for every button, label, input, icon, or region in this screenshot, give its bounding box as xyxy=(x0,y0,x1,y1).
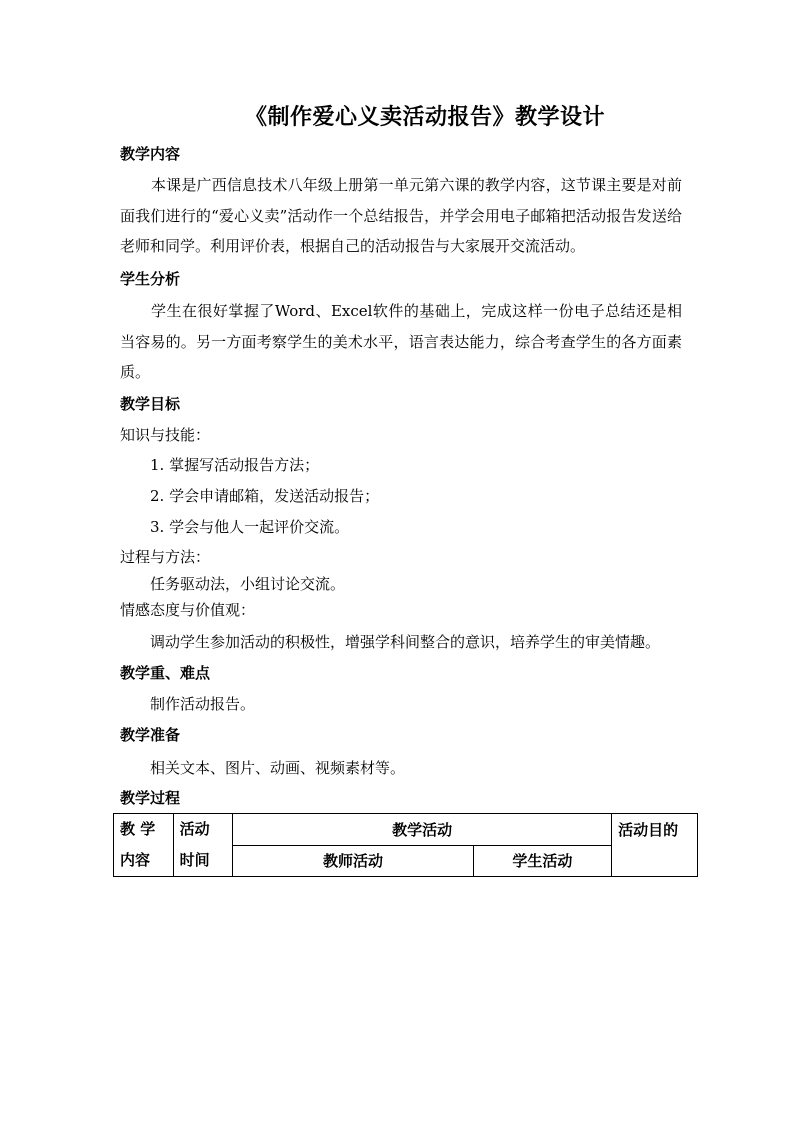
heading-key-points: 教学重、难点 xyxy=(120,664,211,682)
label-process-method: 过程与方法： xyxy=(120,548,211,566)
paragraph-teaching-content: 本课是广西信息技术八年级上册第一单元第六课的教学内容，这节课主要是对前面我们进行的“爱心义卖”活动作一个总结报告，并学会用电子邮箱把活动报告发送给老师和同学。利用评价表，根据自己的活动报告与大家展开交流活动。 xyxy=(120,176,682,255)
paragraph-student-analysis: 学生在很好掌握了Word、Excel软件的基础上，完成这样一份电子总结还是相当容易的。另一方面考察学生的美术水平，语言表达能力，综合考查学生的各方面素质。 xyxy=(120,302,682,381)
table-header-activity: 教学活动 xyxy=(233,814,612,846)
label-knowledge-skills: 知识与技能： xyxy=(120,426,211,444)
list-item-goal-1: 1. 掌握写活动报告方法； xyxy=(150,456,320,474)
table-header-student: 学生活动 xyxy=(473,845,611,877)
text-process-method: 任务驱动法，小组讨论交流。 xyxy=(150,575,346,593)
heading-teaching-content: 教学内容 xyxy=(120,145,181,163)
table-header-time: 活动 时间 xyxy=(173,814,233,877)
heading-teaching-preparation: 教学准备 xyxy=(120,726,181,744)
table-header-row-1 xyxy=(114,814,698,846)
heading-teaching-goals: 教学目标 xyxy=(120,395,181,413)
label-attitude-values: 情感态度与价值观： xyxy=(120,601,256,619)
document-title: 《制作爱心义卖活动报告》教学设计 xyxy=(244,104,605,130)
teaching-process-table xyxy=(113,813,698,877)
table-header-content: 教 学 内容 xyxy=(114,814,174,877)
table-header-teacher: 教师活动 xyxy=(233,845,473,877)
text-teaching-preparation: 相关文本、图片、动画、视频素材等。 xyxy=(150,759,406,777)
text-key-points: 制作活动报告。 xyxy=(150,695,256,713)
heading-student-analysis: 学生分析 xyxy=(120,270,181,288)
list-item-goal-2: 2. 学会申请邮箱，发送活动报告； xyxy=(150,487,380,505)
list-item-goal-3: 3. 学会与他人一起评价交流。 xyxy=(150,518,350,536)
text-attitude-values: 调动学生参加活动的积极性，增强学科间整合的意识，培养学生的审美情趣。 xyxy=(150,633,661,651)
table-header-purpose: 活动目的 xyxy=(612,814,698,877)
heading-teaching-process: 教学过程 xyxy=(120,789,181,807)
